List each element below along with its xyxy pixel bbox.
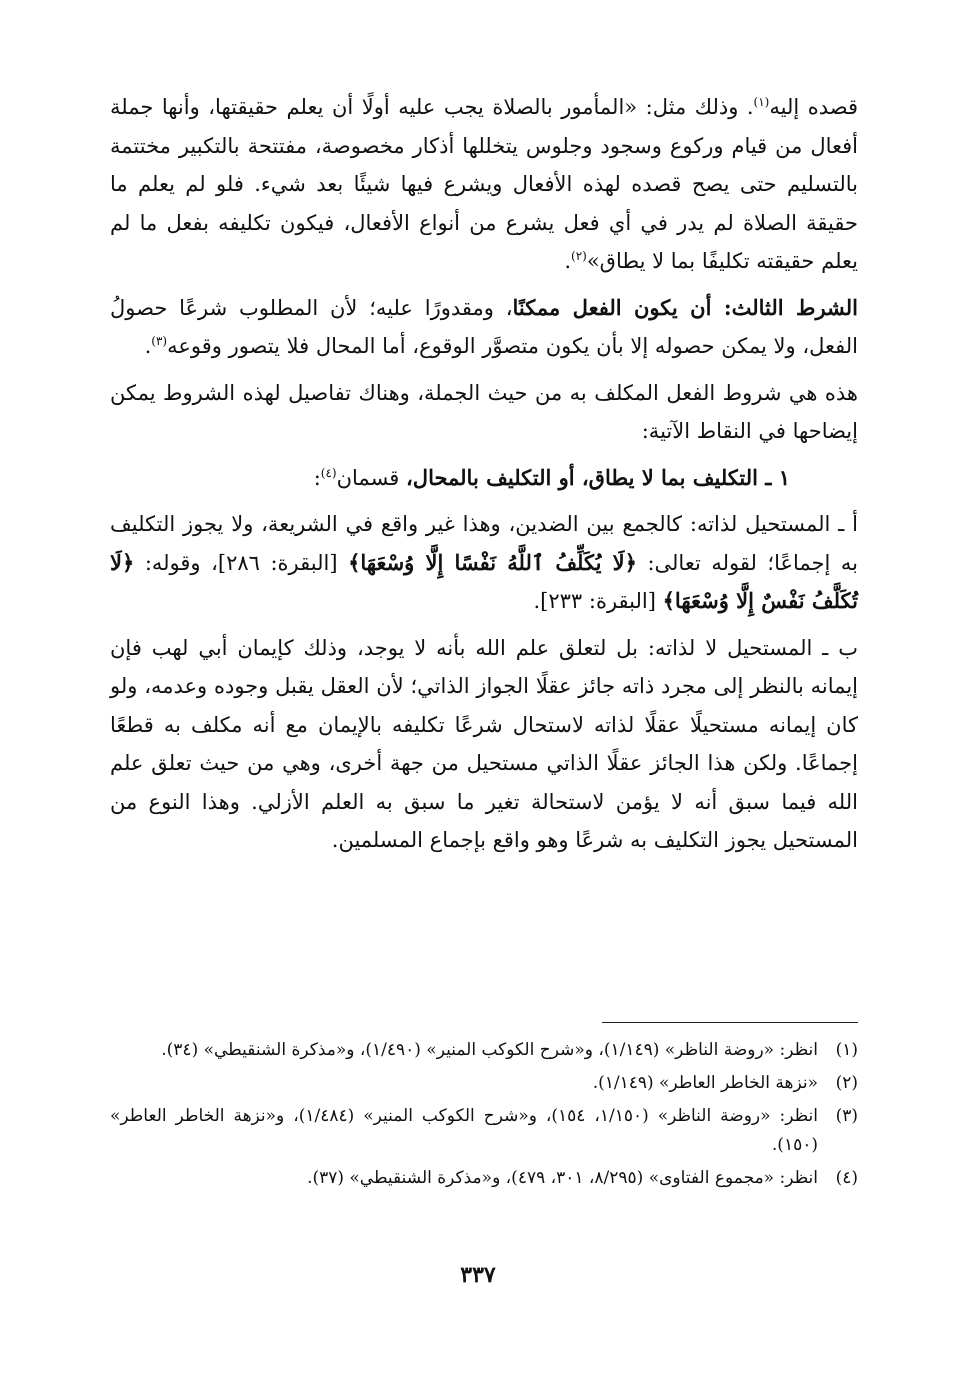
paragraph-text: : <box>313 465 321 490</box>
quran-verse: ﴿لَا تُكَلَّفُ نَفْسٌ إِلَّا وُسْعَهَا﴾ <box>110 549 858 613</box>
paragraph-text: أ ـ المستحيل لذاته: كالجمع بين الضدين، وهذا غير واقع في الشريعة، ولا يجوز التكليف به إجماعًا؛ لقوله تعالى: <box>110 512 858 575</box>
section-heading: ١ ـ التكليف بما لا يطاق، أو التكليف بالمحال، <box>406 464 790 490</box>
footnotes <box>110 1036 858 1197</box>
footnote-2 <box>110 1069 858 1098</box>
footnote-text: انظر: «مجموع الفتاوى» (٨/٢٩٥، ٣٠١، ٤٧٩)، و«مذكرة الشنقيطي» (٣٧). <box>307 1168 818 1188</box>
paragraph-text: [البقرة: ٢٣٣]. <box>533 589 663 613</box>
main-text <box>110 88 858 868</box>
footnote-number: (٣) <box>835 1106 858 1126</box>
paragraph-text: . <box>564 249 571 273</box>
paragraph-1 <box>110 88 858 281</box>
footnote-4 <box>110 1164 858 1193</box>
paragraph-4 <box>110 459 858 498</box>
quran-verse: ﴿لَا يُكَلِّفُ ٱللَّهُ نَفْسًا إِلَّا وُسْعَهَا﴾ <box>348 549 637 575</box>
footnote-3 <box>110 1102 858 1160</box>
paragraph-2 <box>110 289 858 366</box>
footnote-separator <box>602 1022 858 1023</box>
paragraph-5 <box>110 505 858 621</box>
page-number: ٣٣٧ <box>460 1262 496 1288</box>
footnote-number: (١) <box>835 1040 858 1060</box>
footnote-text: انظر: «روضة الناظر» (١/١٥٠، ١٥٤)، و«شرح الكوكب المنير» (١/٤٨٤)، و«نزهة الخاطر العاطر» (١٥٠). <box>110 1106 818 1155</box>
footnote-number: (٢) <box>835 1073 858 1093</box>
paragraph-text: قسمان <box>336 465 407 490</box>
paragraph-text: ، ومقدورًا عليه؛ لأن المطلوب شرعًا حصولُ الفعل، ولا يمكن حصوله إلا بأن يكون متصوَّر الوقوع، أما المحال فلا يتصور وقوعه <box>110 295 858 358</box>
footnote-number: (٤) <box>835 1168 858 1188</box>
footnote-ref[interactable]: (١) <box>753 95 770 109</box>
paragraph-text: قصده إليه <box>769 95 858 119</box>
paragraph-3 <box>110 374 858 451</box>
paragraph-text: [البقرة: ٢٨٦]، وقوله: <box>134 550 349 575</box>
paragraph-text: هذه هي شروط الفعل المكلف به من حيث الجملة، وهناك تفاصيل لهذه الشروط يمكن إيضاحها في النقاط الآتية: <box>110 380 858 443</box>
condition-heading: الشرط الثالث: أن يكون الفعل ممكنًا <box>512 294 858 320</box>
footnote-text: «نزهة الخاطر العاطر» (١/١٤٩). <box>592 1073 818 1093</box>
footnote-text: انظر: «روضة الناظر» (١/١٤٩)، و«شرح الكوكب المنير» (١/٤٩٠)، و«مذكرة الشنقيطي» (٣٤). <box>161 1040 818 1060</box>
paragraph-6 <box>110 629 858 860</box>
paragraph-text: . وذلك مثل: «المأمور بالصلاة يجب عليه أولًا أن يعلم حقيقتها، وأنها جملة أفعال من قيام وركوع وسجود وجلوس يتخللها أذكار مخصوصة، مفتتحة بالتكبير مختتمة بالتسليم حتى يصح قصده لهذه الأفعال ويشرع فيها شيئًا بعد شيء. فلو لم يعلم ما حقيقة الصلاة لم يدر في أي فعل يشرع من أنواع الأفعال، فيكون تكليفه بفعل ما لم يعلم حقيقته تكليفًا بما لا يطاق» <box>110 95 858 273</box>
paragraph-text: ب ـ المستحيل لا لذاته: بل لتعلق علم الله بأنه لا يوجد، وذلك كإيمان أبي لهب فإن إيمانه بالنظر إلى مجرد ذاته جائز عقلًا الجواز الذاتي؛ لأن العقل يقبل وجوده وعدمه، ولو كان إيمانه مستحيلًا عقلًا لذاته لاستحال شرعًا تكليفه بالإيمان مع أنه مكلف به قطعًا إجماعًا. ولكن هذا الجائز عقلًا الذاتي مستحيل من جهة أخرى، وهي من حيث تعلق علم الله فيما سبق أنه لا يؤمن لاستحالة تغير ما سبق به العلم الأزلي. وهذا النوع من المستحيل يجوز التكليف به شرعًا وهو واقع بإجماع المسلمين. <box>110 635 858 852</box>
footnote-ref[interactable]: (٣) <box>151 334 168 348</box>
footnote-ref[interactable]: (٢) <box>571 249 587 263</box>
footnote-1 <box>110 1036 858 1065</box>
footnote-ref[interactable]: (٤) <box>320 465 337 480</box>
paragraph-text: . <box>144 334 152 358</box>
